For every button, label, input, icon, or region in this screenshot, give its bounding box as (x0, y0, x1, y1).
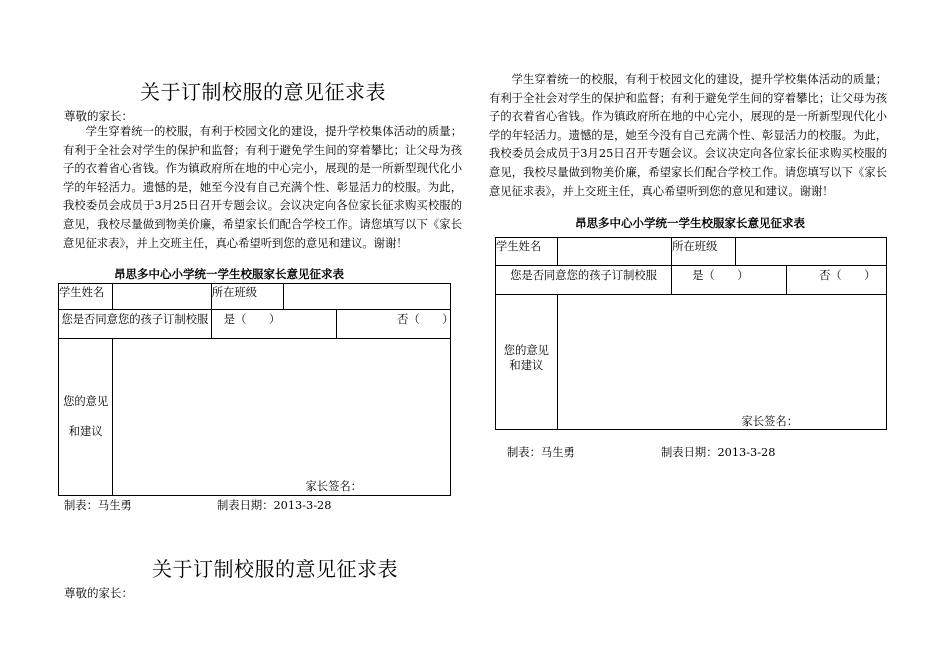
agree-options (211, 310, 454, 339)
notice-body-right (489, 71, 887, 201)
class-label: 所在班级 (211, 284, 283, 310)
class-label-right: 所在班级 (672, 238, 736, 266)
student-name-field[interactable] (113, 284, 211, 310)
opinion-label-line2: 和建议 (68, 425, 103, 438)
opinion-field[interactable] (113, 339, 451, 496)
notice-body-text: 学生穿着统一的校服，有利于校园文化的建设，提升学校集体活动的质量；有利于全社会对学生的保护和监督；有利于避免学生间的穿着攀比；让父母为孩子的衣着省心省钱。作为镇政府所在地的中心完小，展现的是一所新型现代化小学的年轻活力。遗憾的是，她至今没有自己充满个性、彰显活力的校服。为此，我校委员会成员于3月25日召开专题会议。会议决定向各位家长征求购买校服的意见，我校尽量做到物美价廉，希望家长们配合学校工作。请您填写以下《家长意见征求表》，并上交班主任，真心希望听到您的意见和建议。谢谢！ (63, 125, 462, 250)
opinion-label-right-line2: 和建议 (509, 359, 544, 372)
student-name-label: 学生姓名 (59, 284, 113, 310)
opinion-label-right-line1: 您的意见 (503, 344, 549, 357)
class-field-right[interactable] (736, 238, 887, 266)
footer-date-right: 制表日期：2013-3-28 (661, 446, 776, 459)
notice-body (63, 123, 462, 253)
student-name-label-right: 学生姓名 (496, 238, 558, 266)
salutation-bottom: 尊敬的家长： (64, 586, 133, 600)
agree-question: 您是否同意您的孩子订制校服 (59, 310, 212, 339)
notice-body-right-text: 学生穿着统一的校服，有利于校园文化的建设，提升学校集体活动的质量；有利于全社会对学生的保护和监督；有利于避免学生间的穿着攀比；让父母为孩子的衣着省心省钱。作为镇政府所在地的中心完小，展现的是一所新型现代化小学的年轻活力。遗憾的是，她至今没有自己充满个性、彰显活力的校服。为此，我校委员会成员于3月25日召开专题会议。会议决定向各位家长征求购买校服的意见，我校尽量做到物美价廉，希望家长们配合学校工作。请您填写以下《家长意见征求表》，并上交班主任，真心希望听到您的意见和建议。谢谢！ (489, 73, 887, 198)
parent-signature-right: 家长签名： (741, 415, 798, 428)
form-title: 昂思多中心小学统一学生校服家长意见征求表 (114, 267, 344, 281)
footer-date: 制表日期：2013-3-28 (217, 499, 332, 512)
opinion-label-line1: 您的意见 (63, 395, 109, 408)
opinion-form (58, 283, 454, 496)
notice-title: 关于订制校服的意见征求表 (140, 80, 386, 104)
opinion-label (59, 339, 113, 496)
parent-signature: 家长签名： (305, 480, 362, 493)
opinion-form-right (495, 237, 887, 430)
student-name-field-right[interactable] (557, 238, 671, 266)
yes-option-right[interactable]: 是（ ） (672, 266, 787, 294)
notice-title-bottom: 关于订制校服的意见征求表 (152, 557, 398, 581)
agree-question-right: 您是否同意您的孩子订制校服 (496, 266, 672, 295)
footer-maker-right: 制表：马生勇 (507, 446, 575, 459)
yes-option[interactable]: 是（ ） (212, 310, 337, 338)
no-option-right[interactable]: 否（ ） (819, 269, 876, 282)
class-field[interactable] (283, 284, 450, 310)
opinion-label-right (496, 295, 558, 430)
salutation: 尊敬的家长： (64, 109, 133, 123)
opinion-field-right[interactable] (557, 295, 886, 430)
form-title-right: 昂思多中心小学统一学生校服家长意见征求表 (575, 216, 805, 230)
no-option[interactable]: 否（ ） (397, 313, 454, 326)
footer-maker: 制表：马生勇 (64, 499, 132, 512)
agree-options-right (672, 266, 887, 295)
